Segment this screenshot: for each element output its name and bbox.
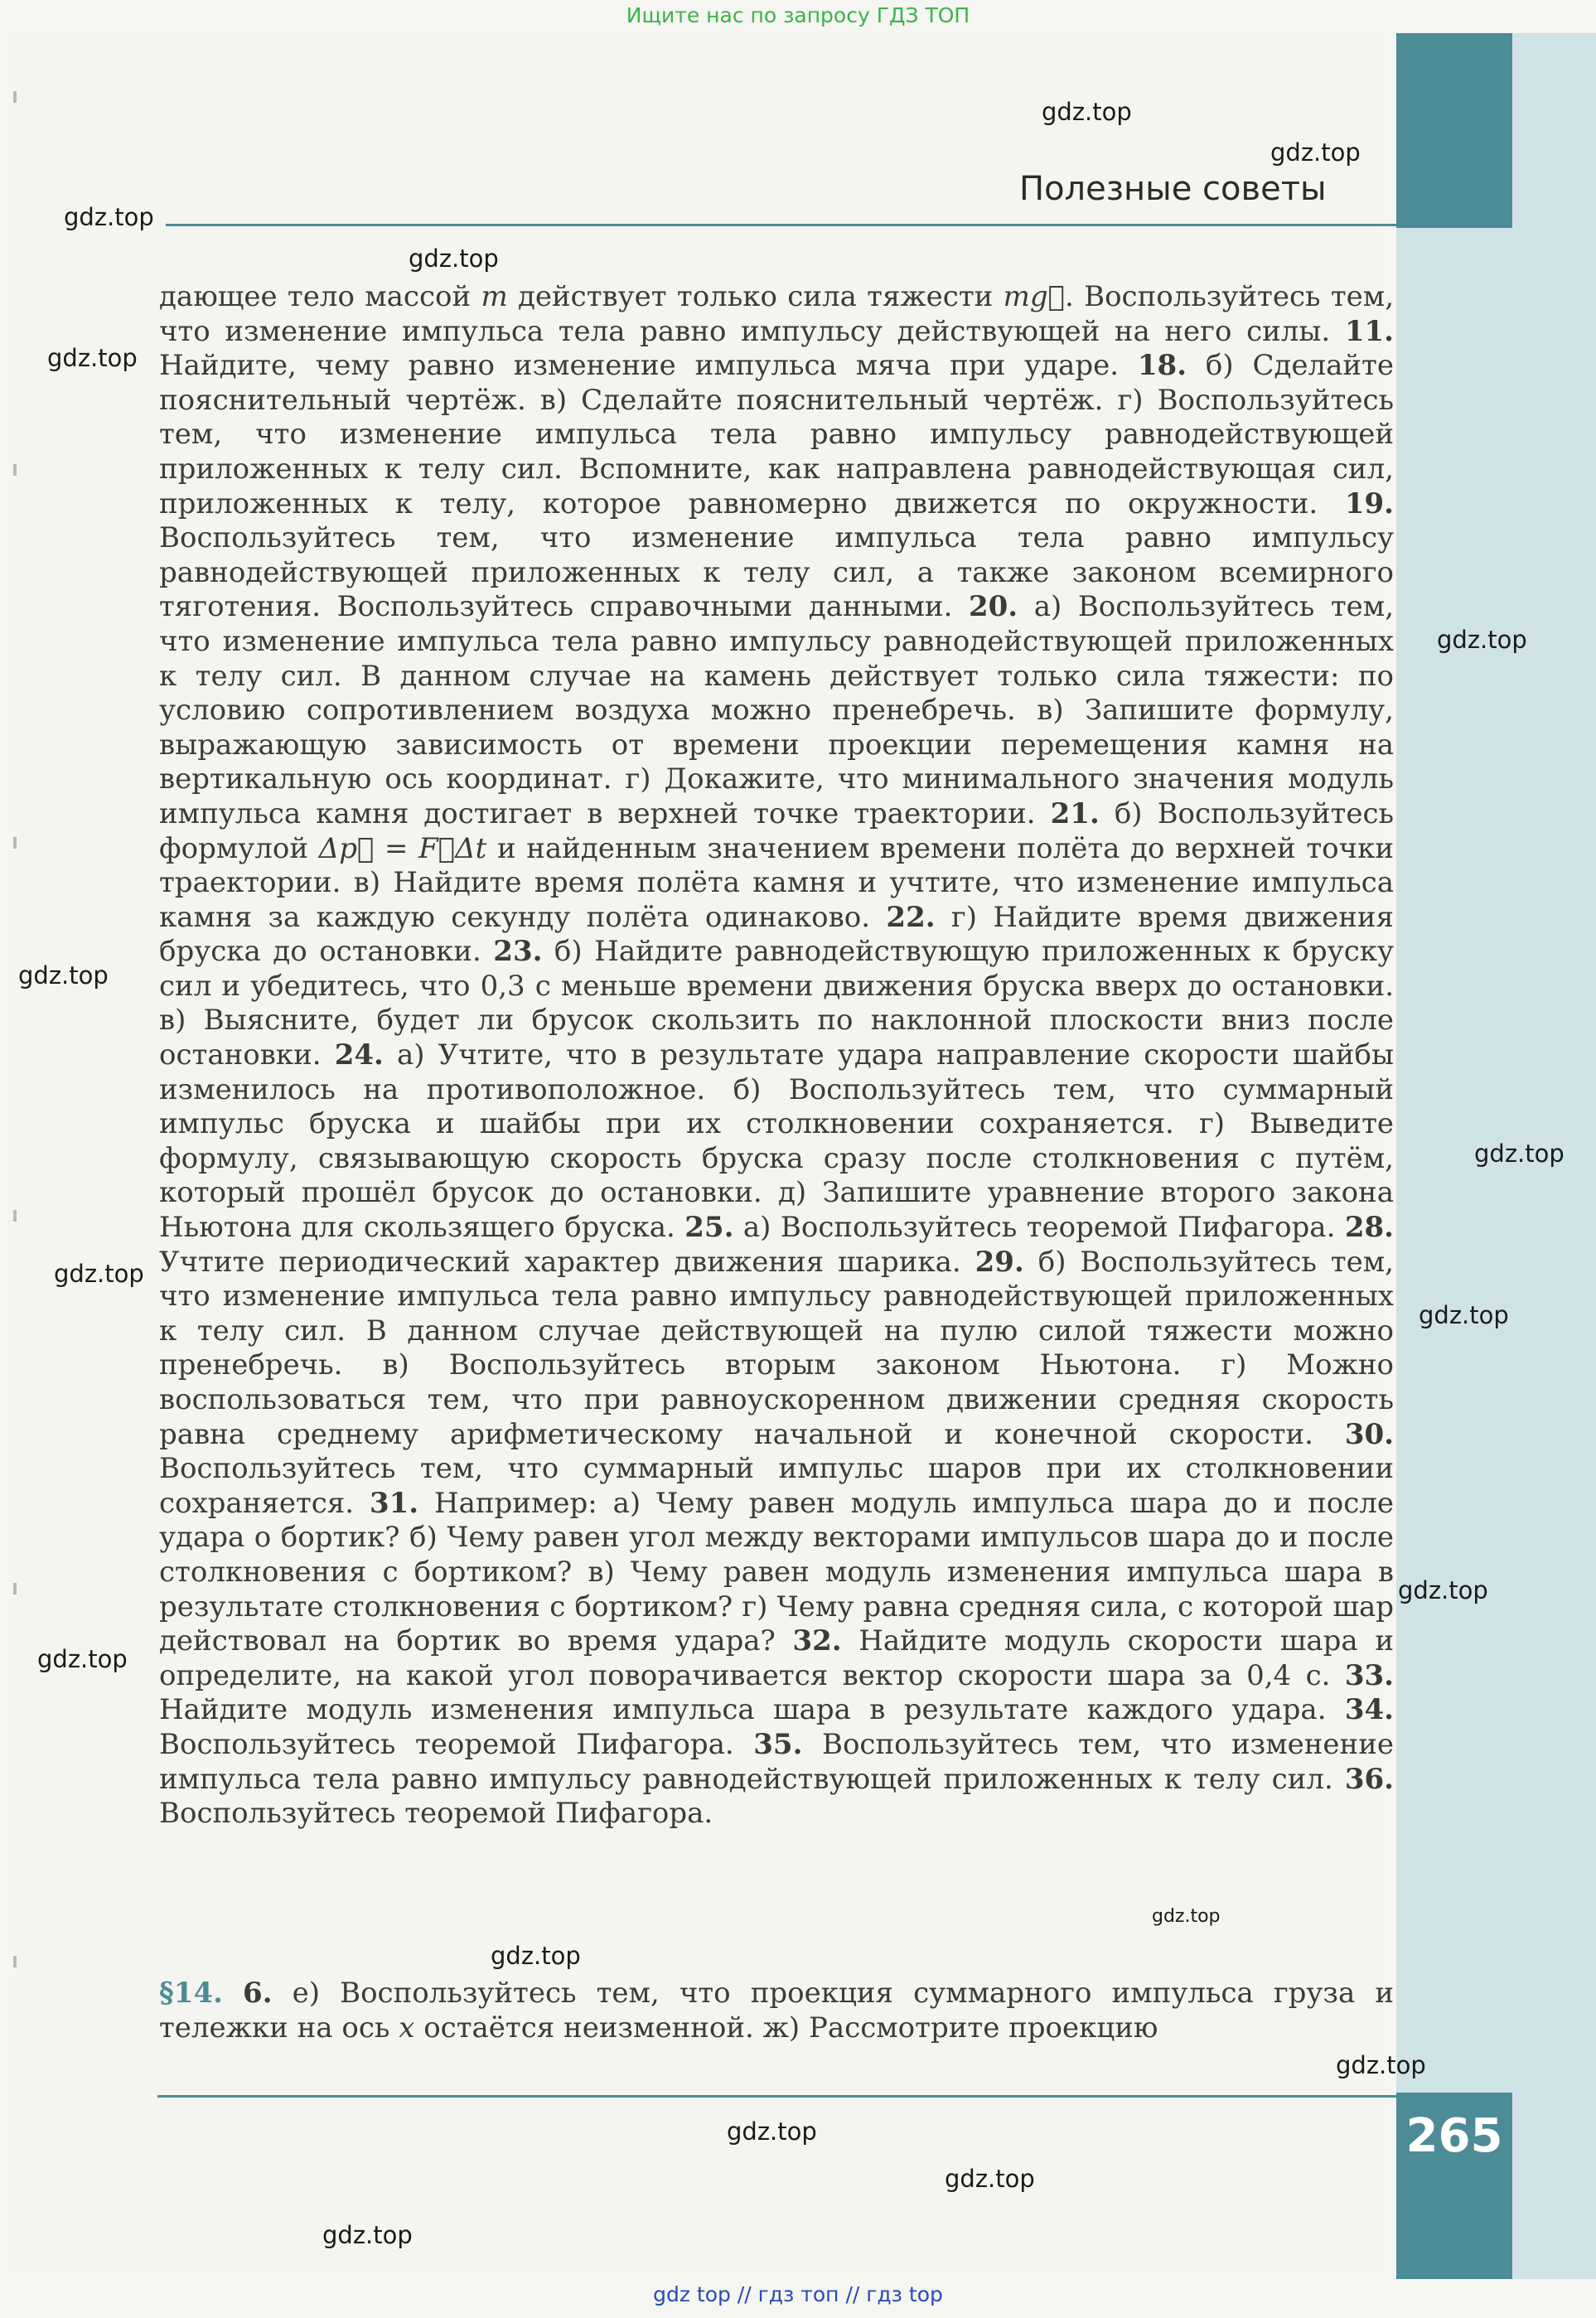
watermark: gdz.top [1042,98,1132,126]
item-number: 11. [1344,314,1394,348]
watermark: gdz.top [1336,2051,1426,2079]
item-number: 31. [369,1486,419,1520]
watermark: gdz.top [54,1260,144,1288]
binding-mark [13,1210,17,1222]
header-tab [1396,33,1512,228]
item-number: 29. [975,1245,1024,1279]
top-banner[interactable]: Ищите нас по запросу ГДЗ ТОП [626,3,970,27]
item-number: 34. [1344,1693,1394,1727]
footer-divider [157,2095,1396,2098]
binding-mark [13,1956,17,1967]
item-number: 36. [1344,1762,1394,1796]
item-number: 19. [1344,486,1394,520]
item-number: 35. [753,1727,803,1761]
watermark: gdz.top [1419,1301,1509,1329]
item-number: 33. [1344,1658,1394,1692]
watermark: gdz.top [727,2117,817,2146]
watermark: gdz.top [18,961,109,990]
section-reference: §14. [159,1977,223,2010]
watermark: gdz.top [409,244,499,273]
watermark: gdz.top [37,1645,128,1673]
item-number: 18. [1137,349,1187,383]
watermark: gdz.top [1152,1906,1221,1927]
watermark: gdz.top [64,203,154,231]
watermark: gdz.top [1474,1140,1565,1168]
item-number: 23. [493,935,543,969]
watermark: gdz.top [47,344,138,372]
page-number: 265 [1405,2109,1503,2163]
formula: Δp⃗ = F⃗Δt [318,831,487,865]
watermark: gdz.top [1270,138,1361,167]
binding-mark [13,91,17,103]
item-number: 21. [1050,796,1100,830]
body-text: дающее тело массой m действует только сила тяжести mg⃗. Воспользуйтесь тем, что изменение импульса тела равно импульсу действующей на него силы. 11. Найдите, чему равно изменение импульса мяча при ударе. 18. б) Сделайте пояснительный чертёж. в) Сделайте пояснительный чертёж. г) Воспользуйтесь тем, что изменение импульса тела равно импульсу равнодействующей приложенных к телу сил. Вспомните, как направлена равнодействующая сил, приложенных к телу, которое равномерно движется по окружности. 19. Воспользуйтесь тем, что изменение импульса тела равно импульсу равнодействующей приложенных к телу сил, а также законом всемирного тяготения. Воспользуйтесь справочными данными. 20. а) Воспользуйтесь тем, что изменение импульса тела равно импульсу равнодействующей приложенных к телу сил. В данном случае на камень действует только сила тяжести: по условию сопротивлением воздуха можно пренебречь. в) Запишите формулу, выражающую зависимость от времени проекции перемещения камня на вертикальную ось координат. г) Докажите, что минимального значения модуль импульса камня достигает в верхней точке траектории. 21. б) Воспользуйтесь формулой Δp⃗ = F⃗Δt и найденным значением времени полёта до верхней точки траектории. в) Найдите время полёта камня и учтите, что изменение импульса камня за каждую секунду полёта одинаково. 22. г) Найдите время движения бруска до остановки. 23. б) Найдите равнодействующую приложенных к бруску сил и убедитесь, что 0,3 с меньше времени движения бруска вверх до остановки. в) Выясните, будет ли брусок скользить по наклонной плоскости вниз после остановки. 24. а) Учтите, что в результате удара направление скорости шайбы изменилось на противоположное. б) Воспользуйтесь тем, что суммарный импульс бруска и шайбы при их столкновении сохраняется. г) Выведите формулу, связывающую скорость бруска сразу после столкновения с путём, который прошёл брусок до остановки. д) Запишите уравнение второго закона Ньютона для скользящего бруска. 25. а) Воспользуйтесь теоремой Пифагора. 28. Учтите периодический характер движения шарика. 29. б) Воспользуйтесь тем, что изменение импульса тела равно импульсу равнодействующей приложенных к телу сил. В данном случае действующей на пулю силой тяжести можно пренебречь. в) Воспользуйтесь вторым законом Ньютона. г) Можно воспользоваться тем, что при равноускоренном движении средняя скорость равна среднему арифметическому начальной и конечной скорости. 30. Воспользуйтесь тем, что суммарный импульс шаров при их столкновении сохраняется. 31. Например: а) Чему равен модуль импульса шара до и после удара о бортик? б) Чему равен угол между векторами импульсов шара до и после столкновения с бортиком? в) Чему равен модуль изменения импульса шара в результате столкновения с бортиком? г) Чему равна средняя сила, с которой шар действовал на бортик во время удара? 32. Найдите модуль скорости шара и определите, на какой угол поворачивается вектор скорости шара за 0,4 с. 33. Найдите модуль изменения импульса шара в результате каждого удара. 34. Воспользуйтесь теоремой Пифагора. 35. Воспользуйтесь тем, что изменение импульса тела равно импульсу равнодействующей приложенных к телу сил. 36. Воспользуйтесь теоремой Пифагора. [159,280,1395,1831]
item-number: 6. [243,1977,273,2010]
section-14-text: §14. 6. е) Воспользуйтесь тем, что проекция суммарного импульса груза и тележки на ось x остаётся неизменной. ж) Рассмотрите проекцию [159,1977,1394,2045]
item-number: 20. [968,590,1018,624]
page-title: Полезные советы [1019,170,1327,208]
item-number: 32. [792,1624,842,1658]
header-divider [166,224,1396,226]
watermark: gdz.top [1398,1576,1488,1604]
item-number: 30. [1344,1417,1394,1451]
item-number: 28. [1344,1211,1394,1245]
watermark: gdz.top [945,2165,1035,2193]
binding-mark [13,1583,17,1595]
watermark: gdz.top [322,2221,413,2249]
watermark: gdz.top [1437,626,1527,654]
binding-mark [13,464,17,476]
bottom-banner[interactable]: gdz top // гдз топ // гдз top [653,2282,943,2306]
item-number: 22. [886,900,936,934]
binding-mark [13,837,17,849]
item-number: 24. [334,1038,384,1072]
item-number: 25. [684,1211,734,1245]
watermark: gdz.top [491,1942,581,1970]
